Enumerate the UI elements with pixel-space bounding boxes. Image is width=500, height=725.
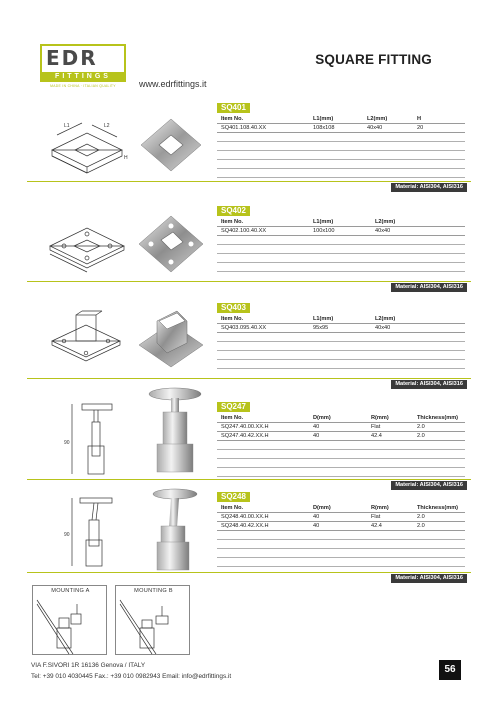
section-sq247 [27,382,471,492]
material-label: Material: AISI304, AISI316 [391,183,467,192]
svg-text:L1: L1 [64,123,70,129]
table-header: Item No. D(mm) R(mm) Thickness(mm) [217,414,465,423]
logo-sub-text: FITTINGS [55,73,111,80]
sq248-badge: SQ248 [217,492,250,502]
table-row: SQ247.40.00.XX.H 40 Flat 2.0 [217,423,465,432]
mounting-a-label: MOUNTING A [51,588,90,594]
sq403-photo [135,303,207,375]
table-row: SQ248.40.42.XX.H 40 42.4 2.0 [217,522,465,531]
section-sq402 [27,206,471,296]
material-label: Material: AISI304, AISI316 [391,380,467,389]
sq248-photo [135,486,207,572]
section-sq403 [27,303,471,393]
footer-contacts: Tel: +39 010 4030445 Fax.: +39 010 0982943 Email: info@edrfittings.it [31,673,232,680]
material-label: Material: AISI304, AISI316 [391,481,467,490]
sq401-photo [135,109,207,181]
mounting-b-diagram [116,594,191,656]
sq248-drawing [42,490,132,572]
sq402-drawing [42,212,132,282]
svg-text:L2: L2 [104,123,110,129]
table-header: Item No. L1(mm) L2(mm) H [217,115,465,124]
sq403-badge: SQ403 [217,303,250,313]
edr-logo [40,44,126,90]
svg-text:90: 90 [64,440,70,446]
mounting-b-label: MOUNTING B [134,588,173,594]
material-label: Material: AISI304, AISI316 [391,574,467,583]
footer-address: VIA F.SIVORI 1R 16136 Genova / ITALY [31,662,146,669]
logo-main-text: EDR [46,46,98,70]
sq401-badge: SQ401 [217,103,250,113]
sq247-photo [135,386,207,476]
website-link[interactable]: www.edrfittings.it [139,79,207,89]
sq403-drawing [42,305,132,375]
sq247-drawing [42,392,132,478]
table-header: Item No. L1(mm) L2(mm) [217,315,465,324]
sq401-drawing [42,115,132,185]
table-row: SQ402.100.40.XX 100x100 40x40 [217,227,465,236]
table-row: SQ401.108.40.XX 108x108 40x40 20 [217,124,465,133]
material-label: Material: AISI304, AISI316 [391,283,467,292]
table-row: SQ403.095.40.XX 95x95 40x40 [217,324,465,333]
section-sq248 [27,484,471,584]
page-number: 56 [439,660,461,680]
svg-text:90: 90 [64,532,70,538]
mounting-a-diagram [33,594,108,656]
sq402-badge: SQ402 [217,206,250,216]
svg-text:H: H [124,155,128,161]
sq247-badge: SQ247 [217,402,250,412]
logo-tagline: MADE IN CHINA · ITALIAN QUALITY [50,84,116,88]
page-title: SQUARE FITTING [315,52,432,67]
mounting-b-panel [115,585,190,655]
table-header: Item No. D(mm) R(mm) Thickness(mm) [217,504,465,513]
table-header: Item No. L1(mm) L2(mm) [217,218,465,227]
mounting-a-panel [32,585,107,655]
section-sq401 [27,103,471,195]
table-row: SQ247.40.42.XX.H 40 42.4 2.0 [217,432,465,441]
table-row: SQ248.40.00.XX.H 40 Flat 2.0 [217,513,465,522]
sq402-photo [135,208,207,280]
